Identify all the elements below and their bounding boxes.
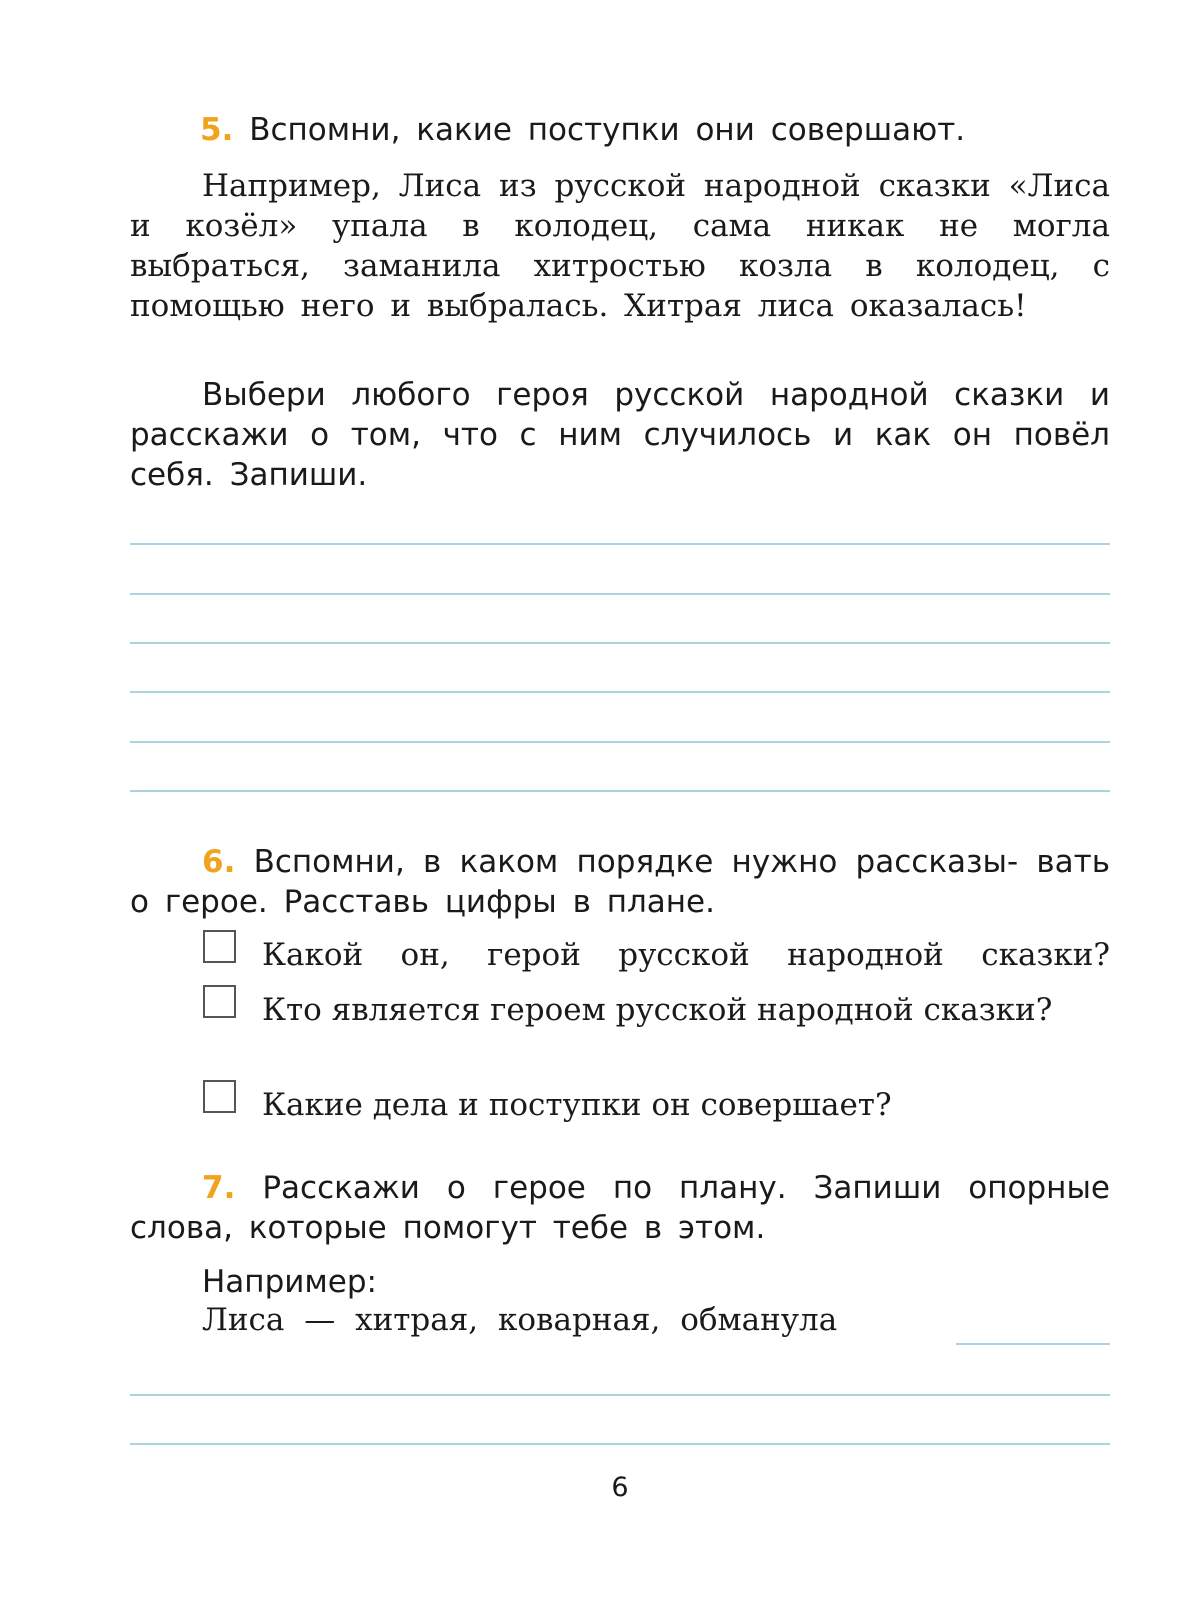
task7-example-text: Лиса — хитрая, коварная, обманула [202,1302,838,1338]
task7-heading [130,1168,1110,1248]
writing-line[interactable] [130,543,1110,545]
plan-checkbox[interactable] [203,985,236,1018]
writing-line[interactable] [130,1443,1110,1445]
task5-number: 5. [200,112,234,148]
writing-line[interactable] [130,691,1110,693]
task6-number: 6. [202,844,236,880]
writing-line[interactable] [130,642,1110,644]
task7-example-label: Например: [202,1264,377,1300]
task5-heading [200,110,1110,150]
task7-number: 7. [202,1170,236,1206]
plan-checkbox[interactable] [203,1080,236,1113]
task6-heading [130,842,1110,922]
writing-line[interactable] [130,593,1110,595]
writing-line[interactable] [130,1394,1110,1396]
task5-example: Например, Лиса из русской народной сказки «Лиса и козёл» упала в колодец, сама никак не могла выбраться, заманила хитростью козла в колодец, с помощью него и выбралась. Хитрая лиса оказалась! [130,168,1110,324]
writing-line[interactable] [130,790,1110,792]
plan-item: Какие дела и поступки он совершает? [262,1087,892,1123]
task6-heading-text: Вспомни, в каком порядке нужно рассказы- вать о герое. Расставь цифры в плане. [130,844,1110,920]
plan-item: Какой он, герой русской народной сказки? [262,937,1110,973]
writing-line[interactable] [130,741,1110,743]
task5-instruction: Выбери любого героя русской народной сказки и расскажи о том, что с ним случилось и как он повёл себя. Запиши. [130,377,1110,493]
page-number: 6 [611,1472,629,1503]
task7-heading-text: Расскажи о герое по плану. Запиши опорные слова, которые помогут тебе в этом. [130,1170,1110,1246]
writing-line[interactable] [956,1343,1110,1345]
plan-item: Кто является героем русской народной сказки? [262,992,1053,1028]
plan-checkbox[interactable] [203,930,236,963]
task5-heading-text: Вспомни, какие поступки они совершают. [249,112,966,148]
